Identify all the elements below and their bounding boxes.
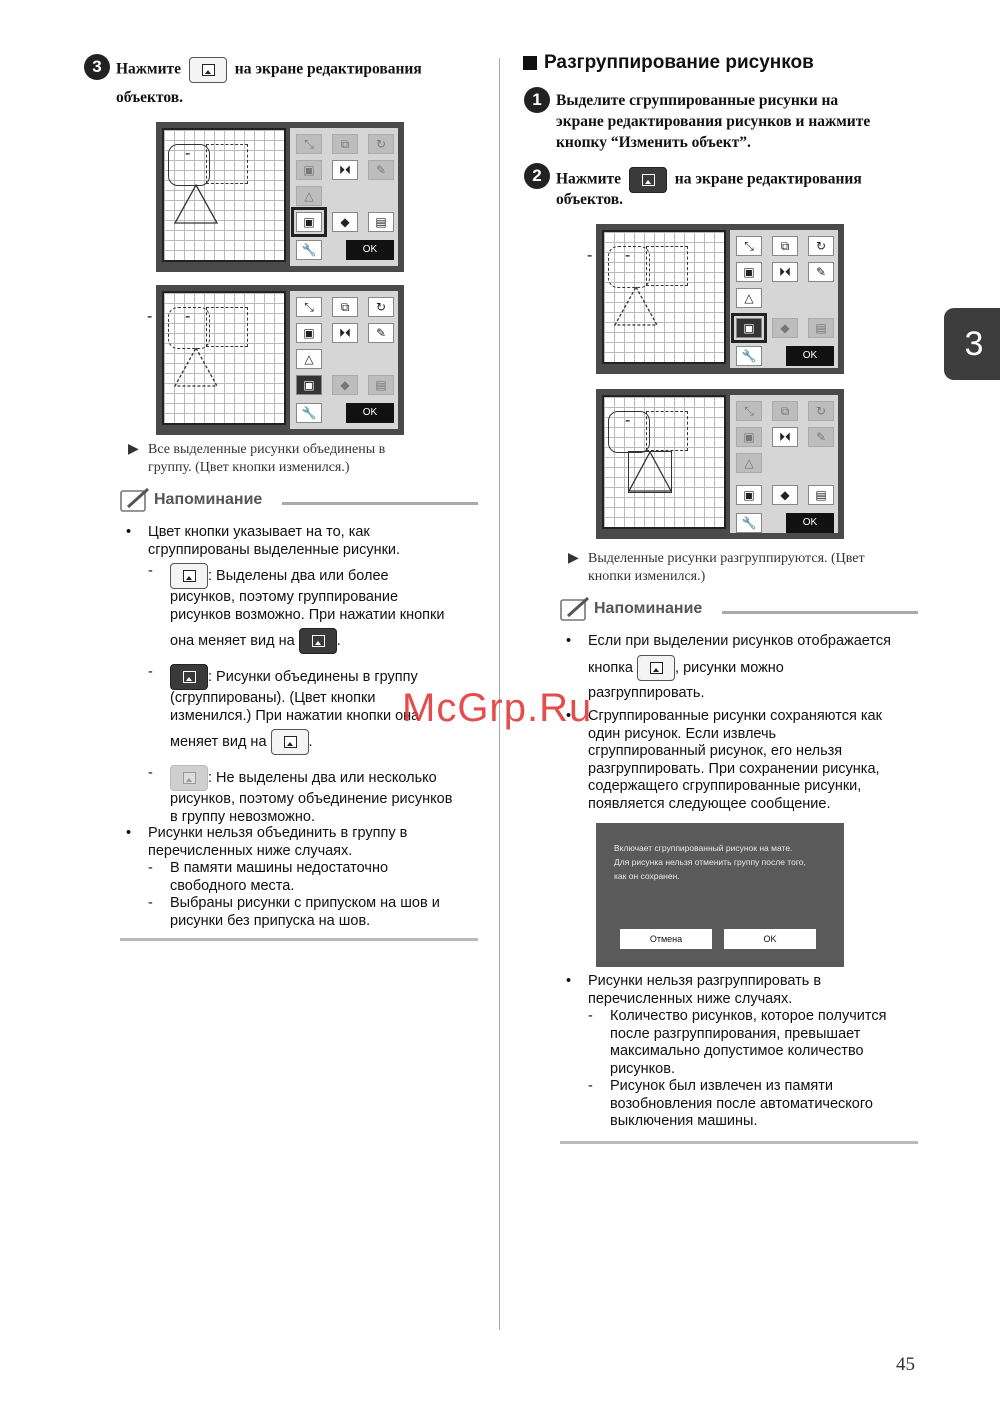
resize-icon[interactable]: ⤡ bbox=[296, 297, 322, 317]
mirror-icon[interactable]: ⏵⏴ bbox=[772, 262, 798, 282]
memo-dash-2: - : Рисунки объединены в группу (сгруппированы). (Цвет кнопки изменился.) При нажатии кнопки она меняет вид на . bbox=[170, 664, 490, 755]
cancel-button[interactable]: Отмена bbox=[620, 929, 712, 949]
triangle-shape bbox=[174, 184, 218, 224]
ok-button[interactable]: OK bbox=[786, 346, 834, 366]
group-icon-grouped bbox=[170, 664, 208, 690]
group-icon-available bbox=[271, 729, 309, 755]
memo-end-rule bbox=[560, 1141, 918, 1144]
memo-heading: Напоминание bbox=[154, 491, 263, 508]
ok-button[interactable]: OK bbox=[346, 240, 394, 260]
rotate-icon[interactable]: ↻ bbox=[368, 134, 394, 154]
step-number-2: 2 bbox=[524, 163, 550, 189]
memo-dash-1: - Количество рисунков, которое получится после разгруппирования, превышает максимально допустимое количество рисунков. bbox=[610, 1008, 886, 1078]
memo-dash-3: - : Не выделены два или несколько рисунков, поэтому объединение рисунков в группу невозможно. bbox=[170, 765, 490, 826]
screen-after-ungroup bbox=[596, 389, 844, 539]
section-square-icon bbox=[523, 56, 537, 70]
mirror-icon[interactable]: ⏵⏴ bbox=[332, 323, 358, 343]
tool-panel bbox=[290, 291, 398, 429]
align-icon[interactable]: ▤ bbox=[368, 212, 394, 232]
group-button[interactable]: ▣ bbox=[296, 212, 322, 232]
weld-icon[interactable]: ◆ bbox=[332, 212, 358, 232]
step-3-after: на экране редактирования bbox=[234, 60, 422, 78]
settings-icon[interactable]: 🔧 bbox=[736, 346, 762, 366]
triangle-shape bbox=[174, 347, 218, 387]
resize-icon[interactable]: ⤡ bbox=[296, 134, 322, 154]
dialog-message: Включает сгруппированный рисунок на мате. Для рисунка нельзя отменить группу после того, как он сохранен. bbox=[614, 843, 806, 881]
resize-icon[interactable]: ⤡ bbox=[736, 401, 762, 421]
cutting-mat bbox=[162, 291, 286, 425]
tool-panel bbox=[730, 395, 838, 533]
memo-dash-5: - Выбраны рисунки с припуском на шов и рисунки без припуска на шов. bbox=[170, 895, 440, 930]
save-warning-dialog bbox=[596, 823, 844, 967]
memo-bullet-1: • Цвет кнопки указывает на то, как сгруппированы выделенные рисунки. bbox=[148, 524, 400, 559]
step-2-text: Нажмите на экране редактирования bbox=[556, 167, 862, 193]
mirror-icon[interactable]: ⏵⏴ bbox=[772, 427, 798, 447]
pencil-memo-icon bbox=[560, 596, 592, 622]
resize-icon[interactable]: ⤡ bbox=[736, 236, 762, 256]
memo-rule bbox=[722, 611, 918, 614]
outline-icon[interactable]: ▣ bbox=[296, 323, 322, 343]
step-2-line2: объектов. bbox=[556, 191, 623, 208]
cutting-mat bbox=[602, 230, 726, 364]
memo-bullet-2: • Рисунки нельзя объединить в группу в перечисленных ниже случаях. bbox=[148, 825, 407, 860]
ok-button[interactable]: OK bbox=[346, 403, 394, 423]
step-3-text bbox=[116, 57, 422, 83]
ok-button[interactable]: OK bbox=[786, 513, 834, 533]
duplicate-icon[interactable]: ⧉ bbox=[772, 236, 798, 256]
screen-before-ungroup bbox=[596, 224, 844, 374]
memo-bullet-3: • Рисунки нельзя разгруппировать в перечисленных ниже случаях. bbox=[588, 973, 821, 1008]
group-icon-disabled bbox=[170, 765, 208, 791]
tool-panel bbox=[290, 128, 398, 266]
ungroup-button[interactable]: ▣ bbox=[736, 318, 762, 338]
memo-bullet-2: • Сгруппированные рисунки сохраняются как один рисунок. Если извлечь сгруппированный рисунок, его нельзя разгруппировать. При сохранении рисунка, содержащего сгруппированные рисунки, появляется следующее сообщение. bbox=[588, 708, 882, 813]
duplicate-icon[interactable]: ⧉ bbox=[772, 401, 798, 421]
memo-rule bbox=[282, 502, 478, 505]
memo-dash-2: - Рисунок был извлечен из памяти возобновления после автоматического выключения машины. bbox=[610, 1078, 873, 1131]
shape-icon[interactable]: △ bbox=[736, 453, 762, 473]
cutting-mat bbox=[162, 128, 286, 262]
group-icon-button bbox=[189, 57, 227, 83]
ungroup-icon-button bbox=[629, 167, 667, 193]
section-heading: Разгруппирование рисунков bbox=[544, 52, 814, 73]
step-1-text: Выделите сгруппированные рисунки на экране редактирования рисунков и нажмите кнопку “Изменить объект”. bbox=[556, 92, 871, 151]
weld-icon[interactable]: ◆ bbox=[332, 375, 358, 395]
outline-icon[interactable]: ▣ bbox=[296, 160, 322, 180]
align-icon[interactable]: ▤ bbox=[808, 318, 834, 338]
tool-panel bbox=[730, 230, 838, 368]
shape-icon[interactable]: △ bbox=[296, 186, 322, 206]
memo-dash-1: - : Выделены два или более рисунков, поэтому группирование рисунков возможно. При нажатии кнопки она меняет вид на . bbox=[170, 563, 490, 654]
screen-before-group bbox=[156, 122, 404, 272]
step-number-3: 3 bbox=[84, 54, 110, 80]
shape-icon[interactable]: △ bbox=[296, 349, 322, 369]
settings-icon[interactable]: 🔧 bbox=[736, 513, 762, 533]
shape-icon[interactable]: △ bbox=[736, 288, 762, 308]
memo-heading: Напоминание bbox=[594, 600, 703, 617]
edit-icon[interactable]: ✎ bbox=[368, 160, 394, 180]
step-number-1: 1 bbox=[524, 87, 550, 113]
step-3-before: Нажмите bbox=[116, 60, 182, 78]
group-button[interactable]: ▣ bbox=[736, 485, 762, 505]
ok-button[interactable]: OK bbox=[724, 929, 816, 949]
group-icon-available bbox=[170, 563, 208, 589]
outline-icon[interactable]: ▣ bbox=[736, 427, 762, 447]
memo-end-rule bbox=[120, 938, 478, 941]
rotate-icon[interactable]: ↻ bbox=[368, 297, 394, 317]
rotate-icon[interactable]: ↻ bbox=[808, 236, 834, 256]
group-button[interactable]: ▣ bbox=[296, 375, 322, 395]
cutting-mat bbox=[602, 395, 726, 529]
triangle-shape bbox=[628, 451, 672, 493]
screen-after-group bbox=[156, 285, 404, 435]
outline-icon[interactable]: ▣ bbox=[736, 262, 762, 282]
align-icon[interactable]: ▤ bbox=[368, 375, 394, 395]
rotate-icon[interactable]: ↻ bbox=[808, 401, 834, 421]
align-icon[interactable]: ▤ bbox=[808, 485, 834, 505]
edit-icon[interactable]: ✎ bbox=[808, 427, 834, 447]
step-3-line2: объектов. bbox=[116, 89, 183, 106]
weld-icon[interactable]: ◆ bbox=[772, 485, 798, 505]
triangle-shape bbox=[614, 286, 658, 326]
page-number: 45 bbox=[896, 1354, 915, 1375]
chapter-tab: 3 bbox=[944, 308, 1000, 380]
pencil-memo-icon bbox=[120, 487, 152, 513]
settings-icon[interactable]: 🔧 bbox=[296, 240, 322, 260]
watermark: McGrp.Ru bbox=[402, 686, 593, 730]
memo-bullet-1: • Если при выделении рисунков отображается кнопка , рисунки можно разгруппировать. bbox=[588, 633, 918, 702]
settings-icon[interactable]: 🔧 bbox=[296, 403, 322, 423]
duplicate-icon[interactable]: ⧉ bbox=[332, 134, 358, 154]
edit-icon[interactable]: ✎ bbox=[808, 262, 834, 282]
mirror-icon[interactable]: ⏵⏴ bbox=[332, 160, 358, 180]
memo-dash-4: - В памяти машины недостаточно свободного места. bbox=[170, 860, 388, 895]
ungroup-icon-available bbox=[637, 655, 675, 681]
group-icon-grouped bbox=[299, 628, 337, 654]
weld-icon[interactable]: ◆ bbox=[772, 318, 798, 338]
duplicate-icon[interactable]: ⧉ bbox=[332, 297, 358, 317]
edit-icon[interactable]: ✎ bbox=[368, 323, 394, 343]
